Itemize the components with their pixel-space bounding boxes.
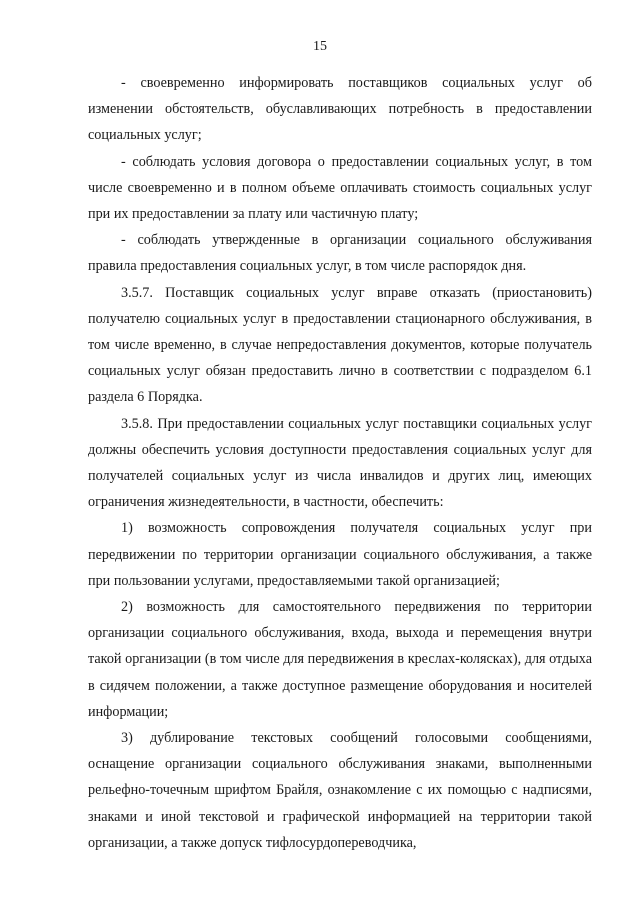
list-item-2: 2) возможность для самостоятельного передвижения по территории организации социального обслуживания, входа, выхода и перемещения внутри такой организации (в том числе для передвижения в креслах-колясках), для отдыха в сидячем положении, а также доступное размещение оборудования и носителей информации;: [88, 599, 592, 720]
page-number: 15: [313, 39, 327, 54]
paragraph-inform-suppliers: - своевременно информировать поставщиков социальных услуг об изменении обстоятельств, обуславливающих потребность в предоставлении социальных услуг;: [88, 75, 592, 144]
paragraph-3-5-7: 3.5.7. Поставщик социальных услуг вправе отказать (приостановить) получателю социальных услуг в предоставлении стационарного обслуживания, в том числе временно, в случае непредоставления документов, которые получатель социальных услуг обязан предоставить лично в соответствии с подразделом 6.1 раздела 6 Порядка.: [88, 284, 592, 406]
list-item-3: 3) дублирование текстовых сообщений голосовыми сообщениями, оснащение организации социального обслуживания знаками, выполненными рельефно-точечным шрифтом Брайля, ознакомление с их помощью с надписями, знаками и иной текстовой и графической информацией на территории такой организации, а также допуск тифлосурдопереводчика,: [88, 730, 592, 851]
list-item-1: 1) возможность сопровождения получателя социальных услуг при передвижении по территории организации социального обслуживания, а также при пользовании услугами, предоставляемыми такой организацией;: [88, 520, 592, 589]
paragraph-3-5-8: 3.5.8. При предоставлении социальных услуг поставщики социальных услуг должны обеспечить условия доступности предоставления социальных услуг для получателей социальных услуг из числа инвалидов и других лиц, имеющих ограничения жизнедеятельности, в частности, обеспечить:: [88, 415, 592, 511]
paragraph-contract-conditions: - соблюдать условия договора о предоставлении социальных услуг, в том числе своевременно и в полном объеме оплачивать стоимость социальных услуг при их предоставлении за плату или частичную плату;: [88, 153, 592, 223]
page-body: [88, 70, 592, 856]
paragraph-internal-rules: - соблюдать утвержденные в организации социального обслуживания правила предоставления социальных услуг, в том числе распорядок дня.: [88, 232, 592, 275]
